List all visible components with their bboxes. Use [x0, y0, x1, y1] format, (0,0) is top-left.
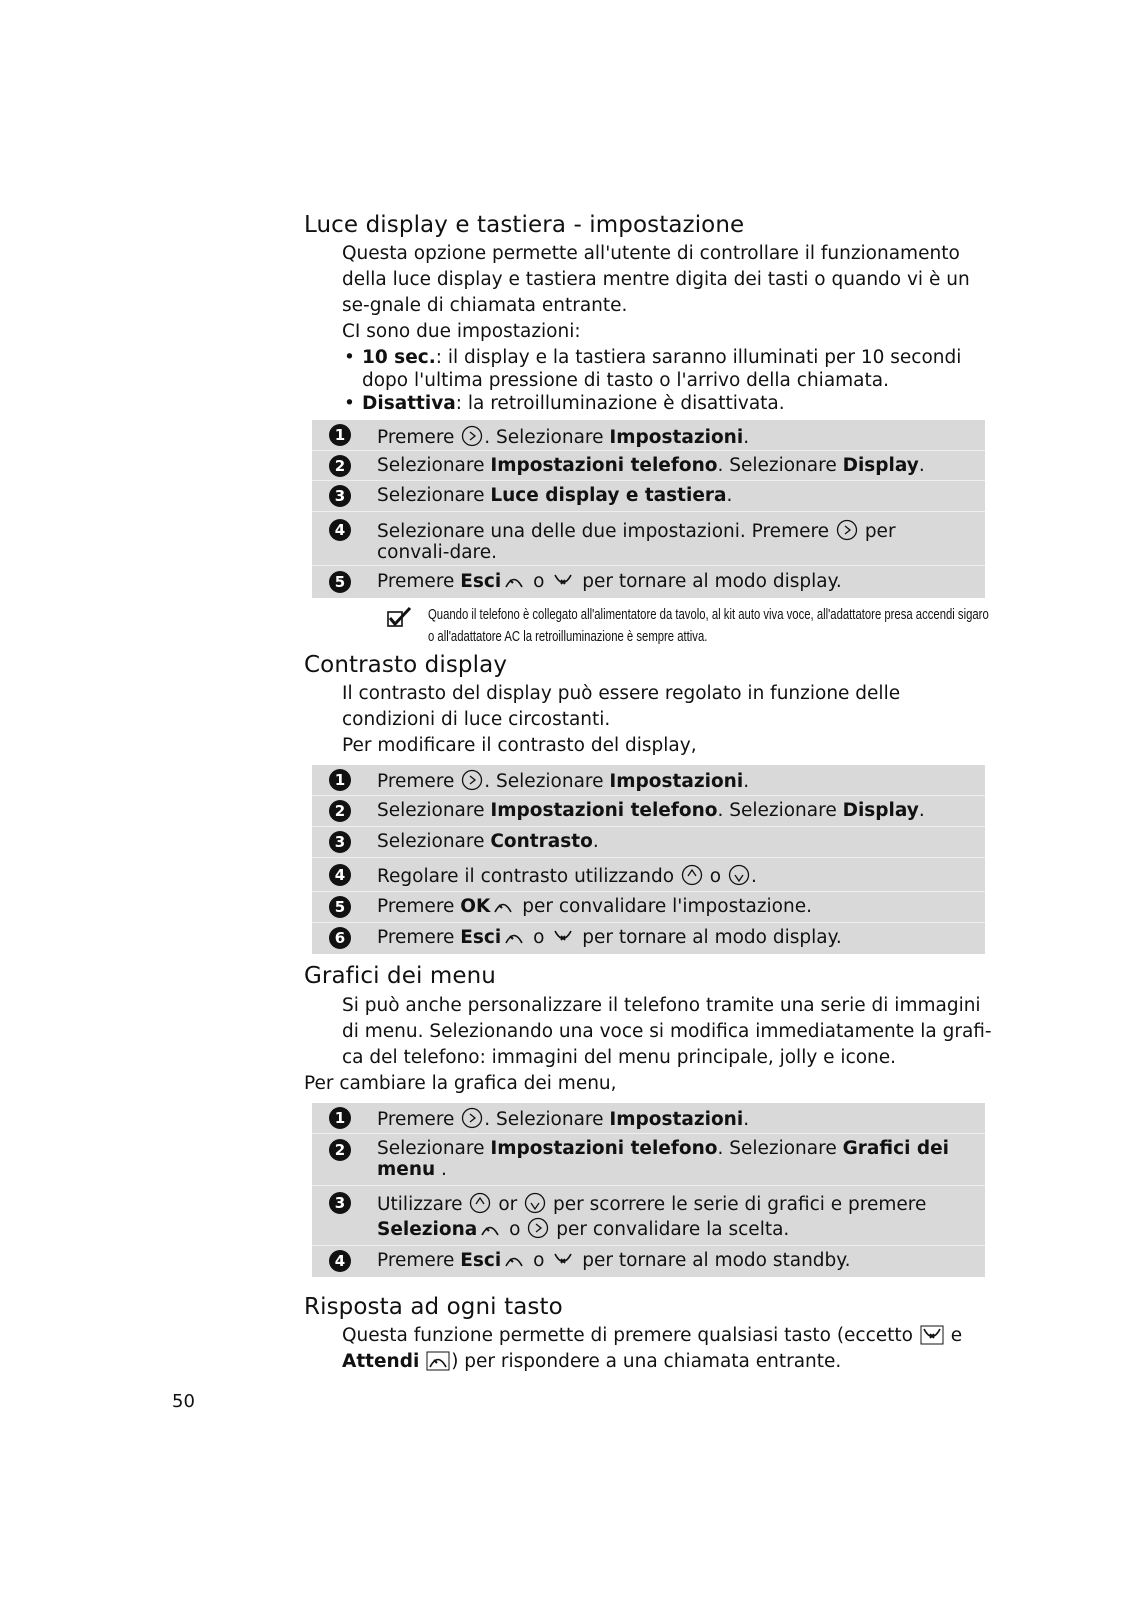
step-text-bold: Seleziona	[377, 1219, 478, 1240]
step-row	[312, 892, 985, 923]
luce-steps-box	[312, 420, 985, 598]
step-row	[312, 923, 985, 954]
section-title-contrasto: Contrasto display	[304, 652, 508, 678]
step-text-part: Selezionare	[377, 800, 491, 821]
step-text	[377, 864, 973, 887]
step-text-part: per convalidare la scelta.	[550, 1219, 790, 1240]
step-text-part: .	[918, 800, 925, 821]
step-number: 1	[329, 769, 351, 791]
step-row	[312, 827, 985, 858]
step-text-bold: Display	[842, 800, 919, 821]
step-row	[312, 451, 985, 481]
step-text-part: or	[492, 1194, 524, 1215]
step-text-bold: Impostazioni telefono	[490, 800, 718, 821]
step-text	[377, 1250, 973, 1271]
step-text-part: .	[592, 831, 599, 852]
step-number: 4	[329, 864, 351, 886]
step-text-part: Premere	[377, 771, 461, 792]
step-text-bold: Impostazioni	[609, 771, 744, 792]
step-text-bold: Grafici dei menu	[377, 1138, 949, 1180]
step-text-part: Premere	[377, 1250, 461, 1271]
step-number: 1	[329, 424, 351, 446]
step-text-bold: Contrasto	[490, 831, 593, 852]
step-text-part: . Selezionare	[717, 800, 843, 821]
step-text-part: .	[743, 1109, 750, 1130]
step-number: 2	[329, 455, 351, 477]
section-title-risposta: Risposta ad ogni tasto	[304, 1294, 563, 1320]
step-number: 2	[329, 800, 351, 822]
grafici-intro-text: Si può anche personalizzare il telefono tramite una serie di immagini di menu. Selezionando una voce si modifica immediatamente la grafi-ca del telefono: immagini del menu principale, jolly e icone.	[342, 995, 992, 1068]
step-text-part: Selezionare	[377, 485, 491, 506]
step-text	[377, 1138, 973, 1180]
step-text-bold: Esci	[460, 927, 502, 948]
step-text	[377, 571, 973, 592]
step-number: 2	[329, 1139, 351, 1161]
step-number: 6	[329, 927, 351, 949]
step-text-part: o	[703, 866, 727, 887]
step-text-bold: OK	[460, 896, 491, 917]
step-text-bold: Display	[842, 455, 919, 476]
call-key-icon	[502, 1250, 526, 1270]
step-text-bold: Impostazioni telefono	[490, 455, 718, 476]
step-text-part: o	[527, 927, 551, 948]
step-text-part: Selezionare una delle due impostazioni. Premere	[377, 521, 835, 542]
step-text-part: Selezionare	[377, 1138, 491, 1159]
contrasto-intro2-text: Per modificare il contrasto del display,	[342, 735, 697, 756]
risposta-text-part: e	[944, 1325, 963, 1346]
grafici-intro2-text: Per cambiare la grafica dei menu,	[304, 1073, 617, 1094]
section-title-grafici: Grafici dei menu	[304, 963, 496, 989]
note-text: Quando il telefono è collegato all'alimentatore da tavolo, al kit auto viva voce, all'adattatore presa accendi sigaro o all'adattatore AC la retroilluminazione è sempre attiva.	[428, 607, 989, 645]
step-row	[312, 1246, 985, 1277]
bullet-text: : la retroilluminazione è disattivata.	[455, 393, 785, 414]
luce-bullet-list	[342, 346, 992, 415]
step-number: 5	[329, 896, 351, 918]
step-text-bold: Luce display e tastiera	[490, 485, 727, 506]
step-text-part: Premere	[377, 927, 461, 948]
step-text-bold: Esci	[460, 1250, 502, 1271]
risposta-bold: Attendi	[342, 1351, 420, 1372]
end-key-icon	[920, 1325, 944, 1345]
risposta-text-part: Questa funzione permette di premere qualsiasi tasto (eccetto	[342, 1325, 919, 1346]
step-number: 4	[329, 519, 351, 541]
step-number: 1	[329, 1107, 351, 1129]
menu-key-icon	[461, 1107, 483, 1129]
end-key-icon	[551, 1250, 575, 1270]
step-text-part: . Selezionare	[484, 771, 610, 792]
step-text	[377, 485, 973, 506]
up-key-icon	[681, 864, 703, 886]
step-number: 3	[329, 485, 351, 507]
step-row	[312, 512, 985, 566]
step-text-part: per scorrere le serie di grafici e premere	[547, 1194, 927, 1215]
bullet-text: : il display e la tastiera saranno illuminati per 10 secondi dopo l'ultima pressione di tasto o l'arrivo della chiamata.	[362, 347, 962, 391]
step-row	[312, 1134, 985, 1186]
step-text-part: o	[527, 1250, 551, 1271]
call-key-icon	[478, 1219, 502, 1239]
end-key-icon	[551, 571, 575, 591]
step-text-bold: Impostazioni telefono	[490, 1138, 718, 1159]
risposta-text-part: ) per rispondere a una chiamata entrante.	[451, 1351, 842, 1372]
section-title-luce: Luce display e tastiera - impostazione	[304, 212, 745, 238]
step-text-part: Premere	[377, 1109, 461, 1130]
risposta-text	[342, 1323, 992, 1375]
step-text-part: Selezionare	[377, 455, 491, 476]
step-text-part: per convalidare l'impostazione.	[516, 896, 812, 917]
step-text	[377, 1192, 973, 1242]
list-item	[342, 392, 992, 415]
page-number: 50	[172, 1391, 195, 1412]
step-number: 4	[329, 1250, 351, 1272]
step-text	[377, 455, 973, 476]
step-text	[377, 519, 973, 563]
step-text-part: Regolare il contrasto utilizzando	[377, 866, 680, 887]
step-text-part: per tornare al modo display.	[576, 927, 842, 948]
grafici-steps-box	[312, 1103, 985, 1277]
step-row	[312, 858, 985, 892]
step-text-bold: Esci	[460, 571, 502, 592]
step-text-part: Utilizzare	[377, 1194, 469, 1215]
menu-key-icon	[527, 1217, 549, 1239]
step-text-part: Premere	[377, 427, 461, 448]
step-text-part: o	[527, 571, 551, 592]
step-text	[377, 800, 973, 821]
down-key-icon	[524, 1192, 546, 1214]
step-text-part: per tornare al modo standby.	[576, 1250, 851, 1271]
step-text-bold: Impostazioni	[609, 427, 744, 448]
bullet-term: 10 sec.	[362, 347, 436, 368]
step-row	[312, 765, 985, 796]
call-key-icon	[426, 1351, 450, 1371]
grafici-intro	[342, 993, 992, 1071]
menu-key-icon	[461, 769, 483, 791]
step-text	[377, 831, 973, 852]
up-key-icon	[469, 1192, 491, 1214]
step-text-part: per tornare al modo display.	[576, 571, 842, 592]
contrasto-intro	[342, 681, 992, 759]
contrasto-steps-box	[312, 765, 985, 954]
luce-intro-text: Questa opzione permette all'utente di controllare il funzionamento della luce display e tastiera mentre digita dei tasti o quando vi è un se-gnale di chiamata entrante.	[342, 243, 970, 316]
step-text-part: Selezionare	[377, 831, 491, 852]
step-text-part: .	[726, 485, 733, 506]
step-text-part: per convali-dare.	[377, 521, 896, 563]
step-number: 5	[329, 571, 351, 593]
step-text	[377, 896, 973, 917]
step-text-part: . Selezionare	[717, 455, 843, 476]
list-item	[342, 346, 992, 392]
step-text	[377, 769, 973, 792]
step-text-part: .	[918, 455, 925, 476]
step-text-part: . Selezionare	[484, 1109, 610, 1130]
step-row	[312, 566, 985, 598]
call-key-icon	[491, 896, 515, 916]
step-text-part: .	[751, 866, 757, 887]
down-key-icon	[728, 864, 750, 886]
risposta-paragraph	[342, 1323, 992, 1375]
luce-intro2-text: CI sono due impostazioni:	[342, 321, 581, 342]
step-number: 3	[329, 1192, 351, 1214]
call-key-icon	[502, 571, 526, 591]
end-key-icon	[551, 927, 575, 947]
step-text	[377, 1107, 973, 1130]
step-text-part: . Selezionare	[484, 427, 610, 448]
menu-key-icon	[461, 425, 483, 447]
step-text-bold: Impostazioni	[609, 1109, 744, 1130]
menu-key-icon	[836, 519, 858, 541]
step-text	[377, 425, 973, 448]
step-text-part: .	[435, 1159, 447, 1180]
grafici-intro2	[304, 1071, 954, 1097]
step-text	[377, 927, 973, 948]
contrasto-intro-text: Il contrasto del display può essere regolato in funzione delle condizioni di luce circostanti.	[342, 683, 901, 730]
step-row	[312, 420, 985, 451]
step-row	[312, 1103, 985, 1134]
call-key-icon	[502, 927, 526, 947]
step-row	[312, 481, 985, 512]
step-row	[312, 1186, 985, 1246]
bullet-term: Disattiva	[362, 393, 456, 414]
step-text-part: Premere	[377, 571, 461, 592]
step-row	[312, 796, 985, 827]
step-number: 3	[329, 831, 351, 853]
step-text-part: .	[743, 771, 750, 792]
step-text-part: .	[743, 427, 750, 448]
step-text-part: . Selezionare	[717, 1138, 843, 1159]
step-text-part: Premere	[377, 896, 461, 917]
step-text-part: o	[503, 1219, 527, 1240]
luce-intro	[342, 241, 992, 345]
note-check-icon	[386, 606, 414, 630]
